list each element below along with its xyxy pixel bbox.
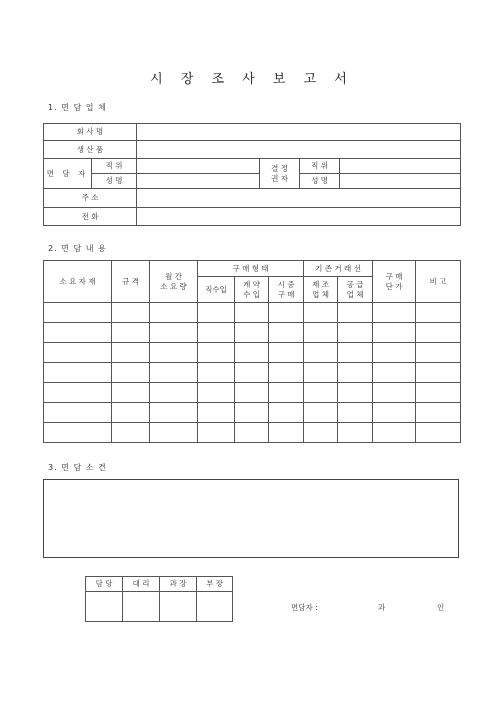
- interviewee-position-field[interactable]: [137, 159, 260, 174]
- table-cell[interactable]: [235, 343, 269, 363]
- table-cell[interactable]: [373, 363, 416, 383]
- table-cell[interactable]: [44, 403, 112, 423]
- table-cell[interactable]: [416, 383, 461, 403]
- interviewee-position-label: 직 위: [92, 159, 137, 174]
- table-cell[interactable]: [150, 323, 198, 343]
- table-cell[interactable]: [304, 323, 338, 343]
- header-consumer: 소 요 자 재: [44, 261, 112, 303]
- table-cell[interactable]: [44, 303, 112, 323]
- table-cell[interactable]: [416, 423, 461, 443]
- table-cell[interactable]: [304, 363, 338, 383]
- table-cell[interactable]: [112, 303, 150, 323]
- table-cell[interactable]: [304, 383, 338, 403]
- interviewer-label: 면담자 :: [291, 603, 318, 612]
- authority-position-label: 직 위: [300, 159, 340, 174]
- table-cell[interactable]: [198, 403, 235, 423]
- header-spec: 규 격: [112, 261, 150, 303]
- section2-table: [43, 260, 461, 443]
- table-cell[interactable]: [44, 323, 112, 343]
- department-label: 과: [378, 603, 386, 612]
- table-cell[interactable]: [150, 303, 198, 323]
- table-row: [44, 323, 461, 343]
- table-cell[interactable]: [416, 323, 461, 343]
- header-unit-price: 구 매 단 가: [373, 261, 416, 303]
- table-cell[interactable]: [112, 423, 150, 443]
- table-cell[interactable]: [373, 423, 416, 443]
- table-cell[interactable]: [235, 303, 269, 323]
- table-cell[interactable]: [198, 343, 235, 363]
- table-cell[interactable]: [235, 363, 269, 383]
- approval-sign-assistant[interactable]: [123, 592, 160, 622]
- table-cell[interactable]: [373, 403, 416, 423]
- table-cell[interactable]: [198, 423, 235, 443]
- header-remarks: 비 고: [416, 261, 461, 303]
- table-cell[interactable]: [304, 423, 338, 443]
- table-cell[interactable]: [112, 323, 150, 343]
- table-cell[interactable]: [373, 383, 416, 403]
- table-cell[interactable]: [269, 423, 304, 443]
- approval-sign-staff[interactable]: [86, 592, 123, 622]
- table-cell[interactable]: [416, 363, 461, 383]
- company-label: 회 사 명: [44, 124, 137, 141]
- table-row: [44, 343, 461, 363]
- authority-label: 결 정 권 자: [260, 159, 300, 189]
- header-maker: 제 조 업 체: [304, 277, 338, 303]
- section2-label: 2. 면 담 내 용: [48, 244, 107, 253]
- table-cell[interactable]: [304, 343, 338, 363]
- product-field[interactable]: [137, 141, 461, 159]
- table-cell[interactable]: [44, 383, 112, 403]
- header-existing: 기 존 거 래 선: [304, 261, 373, 277]
- table-cell[interactable]: [304, 303, 338, 323]
- table-cell[interactable]: [150, 383, 198, 403]
- table-cell[interactable]: [112, 363, 150, 383]
- table-row: [44, 363, 461, 383]
- table-cell[interactable]: [269, 383, 304, 403]
- table-cell[interactable]: [235, 423, 269, 443]
- table-cell[interactable]: [373, 303, 416, 323]
- authority-name-field[interactable]: [340, 174, 461, 189]
- table-cell[interactable]: [235, 323, 269, 343]
- table-cell[interactable]: [338, 383, 373, 403]
- product-label: 생 산 품: [44, 141, 137, 159]
- section1-label: 1. 면 담 업 체: [48, 103, 107, 112]
- header-supplier: 공 급 업 체: [338, 277, 373, 303]
- table-cell[interactable]: [44, 343, 112, 363]
- approval-header-staff: 담 당: [86, 577, 123, 592]
- table-cell[interactable]: [44, 363, 112, 383]
- header-contract-import: 계 약 수 입: [235, 277, 269, 303]
- authority-name-label: 성 명: [300, 174, 340, 189]
- table-cell[interactable]: [150, 403, 198, 423]
- table-cell[interactable]: [269, 403, 304, 423]
- page-title: 시 장 조 사 보 고 서: [150, 72, 354, 87]
- table-row: [44, 403, 461, 423]
- approval-header-director: 부 장: [197, 577, 233, 592]
- table-cell[interactable]: [112, 403, 150, 423]
- seal-label: 인: [437, 603, 445, 612]
- table-cell[interactable]: [338, 303, 373, 323]
- header-market-purchase: 시 중 구 매: [269, 277, 304, 303]
- table-cell[interactable]: [304, 403, 338, 423]
- approval-sign-manager[interactable]: [160, 592, 197, 622]
- table-cell[interactable]: [269, 323, 304, 343]
- table-cell[interactable]: [112, 343, 150, 363]
- interviewee-label: 면 담 자: [44, 159, 92, 189]
- table-cell[interactable]: [269, 343, 304, 363]
- authority-position-field[interactable]: [340, 159, 461, 174]
- header-purchase-type: 구 매 형 태: [198, 261, 304, 277]
- table-cell[interactable]: [235, 403, 269, 423]
- table-cell[interactable]: [150, 423, 198, 443]
- table-cell[interactable]: [198, 383, 235, 403]
- header-monthly: 월 간 소 요 량: [150, 261, 198, 303]
- section3-label: 3. 면 담 소 견: [48, 463, 107, 472]
- approval-sign-director[interactable]: [197, 592, 233, 622]
- header-direct-import: 직수입: [198, 277, 235, 303]
- approval-header-assistant: 대 리: [123, 577, 160, 592]
- table-cell[interactable]: [416, 343, 461, 363]
- table-cell[interactable]: [269, 303, 304, 323]
- table-cell[interactable]: [373, 343, 416, 363]
- table-cell[interactable]: [44, 423, 112, 443]
- table-cell[interactable]: [338, 363, 373, 383]
- table-cell[interactable]: [338, 323, 373, 343]
- table-cell[interactable]: [198, 363, 235, 383]
- table-cell[interactable]: [150, 343, 198, 363]
- address-field[interactable]: [137, 189, 461, 208]
- approval-table: [85, 576, 233, 622]
- interviewee-name-label: 성 명: [92, 174, 137, 189]
- section1-table: [43, 123, 461, 226]
- table-row: [44, 423, 461, 443]
- table-cell[interactable]: [373, 323, 416, 343]
- phone-field[interactable]: [137, 208, 461, 226]
- table-cell[interactable]: [338, 403, 373, 423]
- table-cell[interactable]: [338, 423, 373, 443]
- table-cell[interactable]: [338, 343, 373, 363]
- phone-label: 전 화: [44, 208, 137, 226]
- table-cell[interactable]: [416, 303, 461, 323]
- opinion-box[interactable]: [43, 479, 459, 558]
- table-cell[interactable]: [198, 303, 235, 323]
- table-cell[interactable]: [416, 403, 461, 423]
- table-cell[interactable]: [235, 383, 269, 403]
- table-cell[interactable]: [112, 383, 150, 403]
- table-row: [44, 383, 461, 403]
- table-cell[interactable]: [150, 363, 198, 383]
- table-cell[interactable]: [198, 323, 235, 343]
- content-rows: [44, 303, 461, 443]
- address-label: 주 소: [44, 189, 137, 208]
- company-field[interactable]: [137, 124, 461, 141]
- interviewee-name-field[interactable]: [137, 174, 260, 189]
- table-cell[interactable]: [269, 363, 304, 383]
- approval-header-manager: 과 장: [160, 577, 197, 592]
- table-row: [44, 303, 461, 323]
